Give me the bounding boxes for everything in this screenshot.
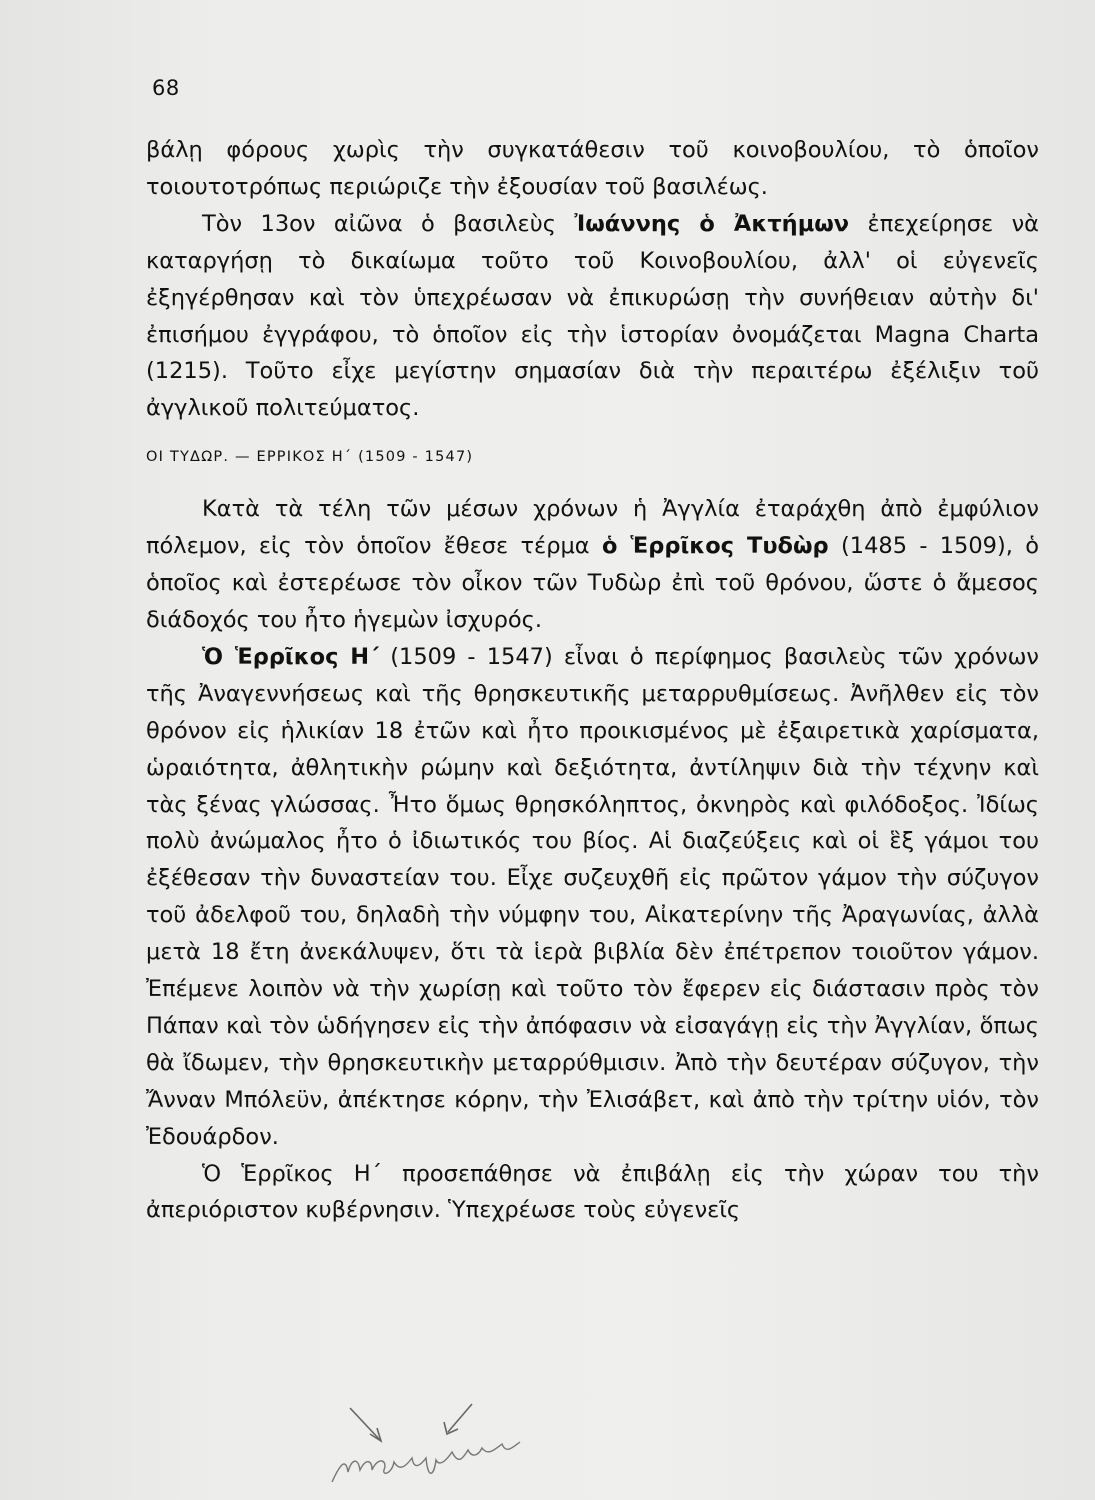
paragraph-4: [146, 639, 1039, 1156]
paragraph-4-text: (1509 - 1547) εἶναι ὁ περίφημος βασιλεὺς τῶν χρόνων τῆς Ἀναγεννήσεως καὶ τῆς θρησκευτικῆς μεταρρυθμίσεως. Ἀνῆλθεν εἰς τὸν θρόνον εἰς ἡλικίαν 18 ἐτῶν καὶ ἦτο προικισμένος μὲ ἐξαιρετικὰ χαρίσματα, ὡραιότητα, ἀθλητικὴν ρώμην καὶ δεξιότητα, ἀντίληψιν διὰ τὴν τέχνην καὶ τὰς ξένας γλώσσας. Ἦτο ὅμως θρησκόληπτος, ὀκνηρὸς καὶ φιλόδοξος. Ἰδίως πολὺ ἀνώμαλος ἦτο ὁ ἰδιωτικός του βίος. Αἱ διαζεύξεις καὶ οἱ ἓξ γάμοι του ἐξέθεσαν τὴν δυναστείαν του. Εἶχε συζευχθῆ εἰς πρῶτον γάμον τὴν σύζυγον τοῦ ἀδελφοῦ του, δηλαδὴ τὴν νύμφην του, Αἰκατερίνην τῆς Ἀραγωνίας, ἀλλὰ μετὰ 18 ἔτη ἀνεκάλυψεν, ὅτι τὰ ἱερὰ βιβλία δὲν ἐπέτρεπον τοιοῦτον γάμον. Ἐπέμενε λοιπὸν νὰ τὴν χωρίσῃ καὶ τοῦτο τὸν ἔφερεν εἰς διάστασιν πρὸς τὸν Πάπαν καὶ τὸν ὡδήγησεν εἰς τὴν ἀπόφασιν νὰ εἰσαγάγῃ εἰς τὴν Ἀγγλίαν, ὅπως θὰ ἴδωμεν, τὴν θρησκευτικὴν μεταρρύθμισιν. Ἀπὸ τὴν δευτέραν σύζυγον, τὴν Ἄνναν Μπόλεϋν, ἀπέκτησε κόρην, τὴν Ἐλισάβετ, καὶ ἀπὸ τὴν τρίτην υἱόν, τὸν Ἐδουάρδον.: [146, 643, 1040, 1150]
paragraph-3: [146, 491, 1039, 639]
paragraph-2-text-b: ἐπεχείρησε νὰ καταργήσῃ τὸ δικαίωμα τοῦτο τοῦ Κοινοβουλίου, ἀλλ' οἱ εὐγενεῖς ἐξηγέρθησαν καὶ τὸν ὑπεχρέωσαν νὰ ἐπικυρώσῃ τὴν συνήθειαν αὐτὴν δι' ἐπισήμου ἐγγράφου, τὸ ὁποῖον εἰς τὴν ἱστορίαν ὀνομάζεται Magna Charta (1215). Τοῦτο εἶχε μεγίστην σημασίαν διὰ τὴν περαιτέρω ἐξέλιξιν τοῦ ἀγγλικοῦ πολιτεύματος.: [146, 210, 1039, 422]
paragraph-2-text-a: Τὸν 13ον αἰῶνα ὁ βασιλεὺς: [202, 210, 575, 237]
handwritten-annotation: [322, 1400, 552, 1490]
name-errikos-viii: Ὁ Ἑρρῖκος Η΄: [202, 643, 380, 670]
paragraph-3-text-b: (1485 - 1509), ὁ ὁποῖος καὶ ἐστερέωσε τὸν οἶκον τῶν Τυδὼρ ἐπὶ τοῦ θρόνου, ὥστε ὁ ἄμεσος διάδοχός του ἦτο ἡγεμὼν ἰσχυρός.: [146, 533, 1039, 633]
handwritten-note-drawing: [322, 1400, 552, 1490]
name-ioannis-aktimon: Ἰωάννης ὁ Ἀκτήμων: [574, 210, 850, 237]
paragraph-1: βάλῃ φόρους χωρὶς τὴν συγκατάθεσιν τοῦ κοινοβουλίου, τὸ ὁποῖον τοιουτοτρόπως περιώριζε τὴν ἐξουσίαν τοῦ βασιλέως.: [146, 137, 1039, 200]
body-text: [146, 132, 1039, 1229]
paragraph-2: [146, 206, 1039, 427]
paragraph-3-text-a: Κατὰ τὰ τέλη τῶν μέσων χρόνων ἡ Ἀγγλία ἐταράχθη ἀπὸ ἐμφύλιον πόλεμον, εἰς τὸν ὁποῖον ἔθεσε τέρμα: [146, 496, 1039, 560]
section-heading: ΟΙ ΤΥΔΩΡ. — ΕΡΡΙΚΟΣ Η΄ (1509 - 1547): [146, 449, 474, 466]
paragraph-5: Ὁ Ἑρρῖκος Η΄ προσεπάθησε νὰ ἐπιβάλῃ εἰς τὴν χώραν του τὴν ἀπεριόριστον κυβέρνησιν. Ὑπεχρέωσε τοὺς εὐγενεῖς: [146, 1160, 1039, 1224]
page-number: 68: [152, 76, 180, 100]
name-errikos-tudor: ὁ Ἑρρῖκος Τυδὼρ: [601, 533, 829, 560]
